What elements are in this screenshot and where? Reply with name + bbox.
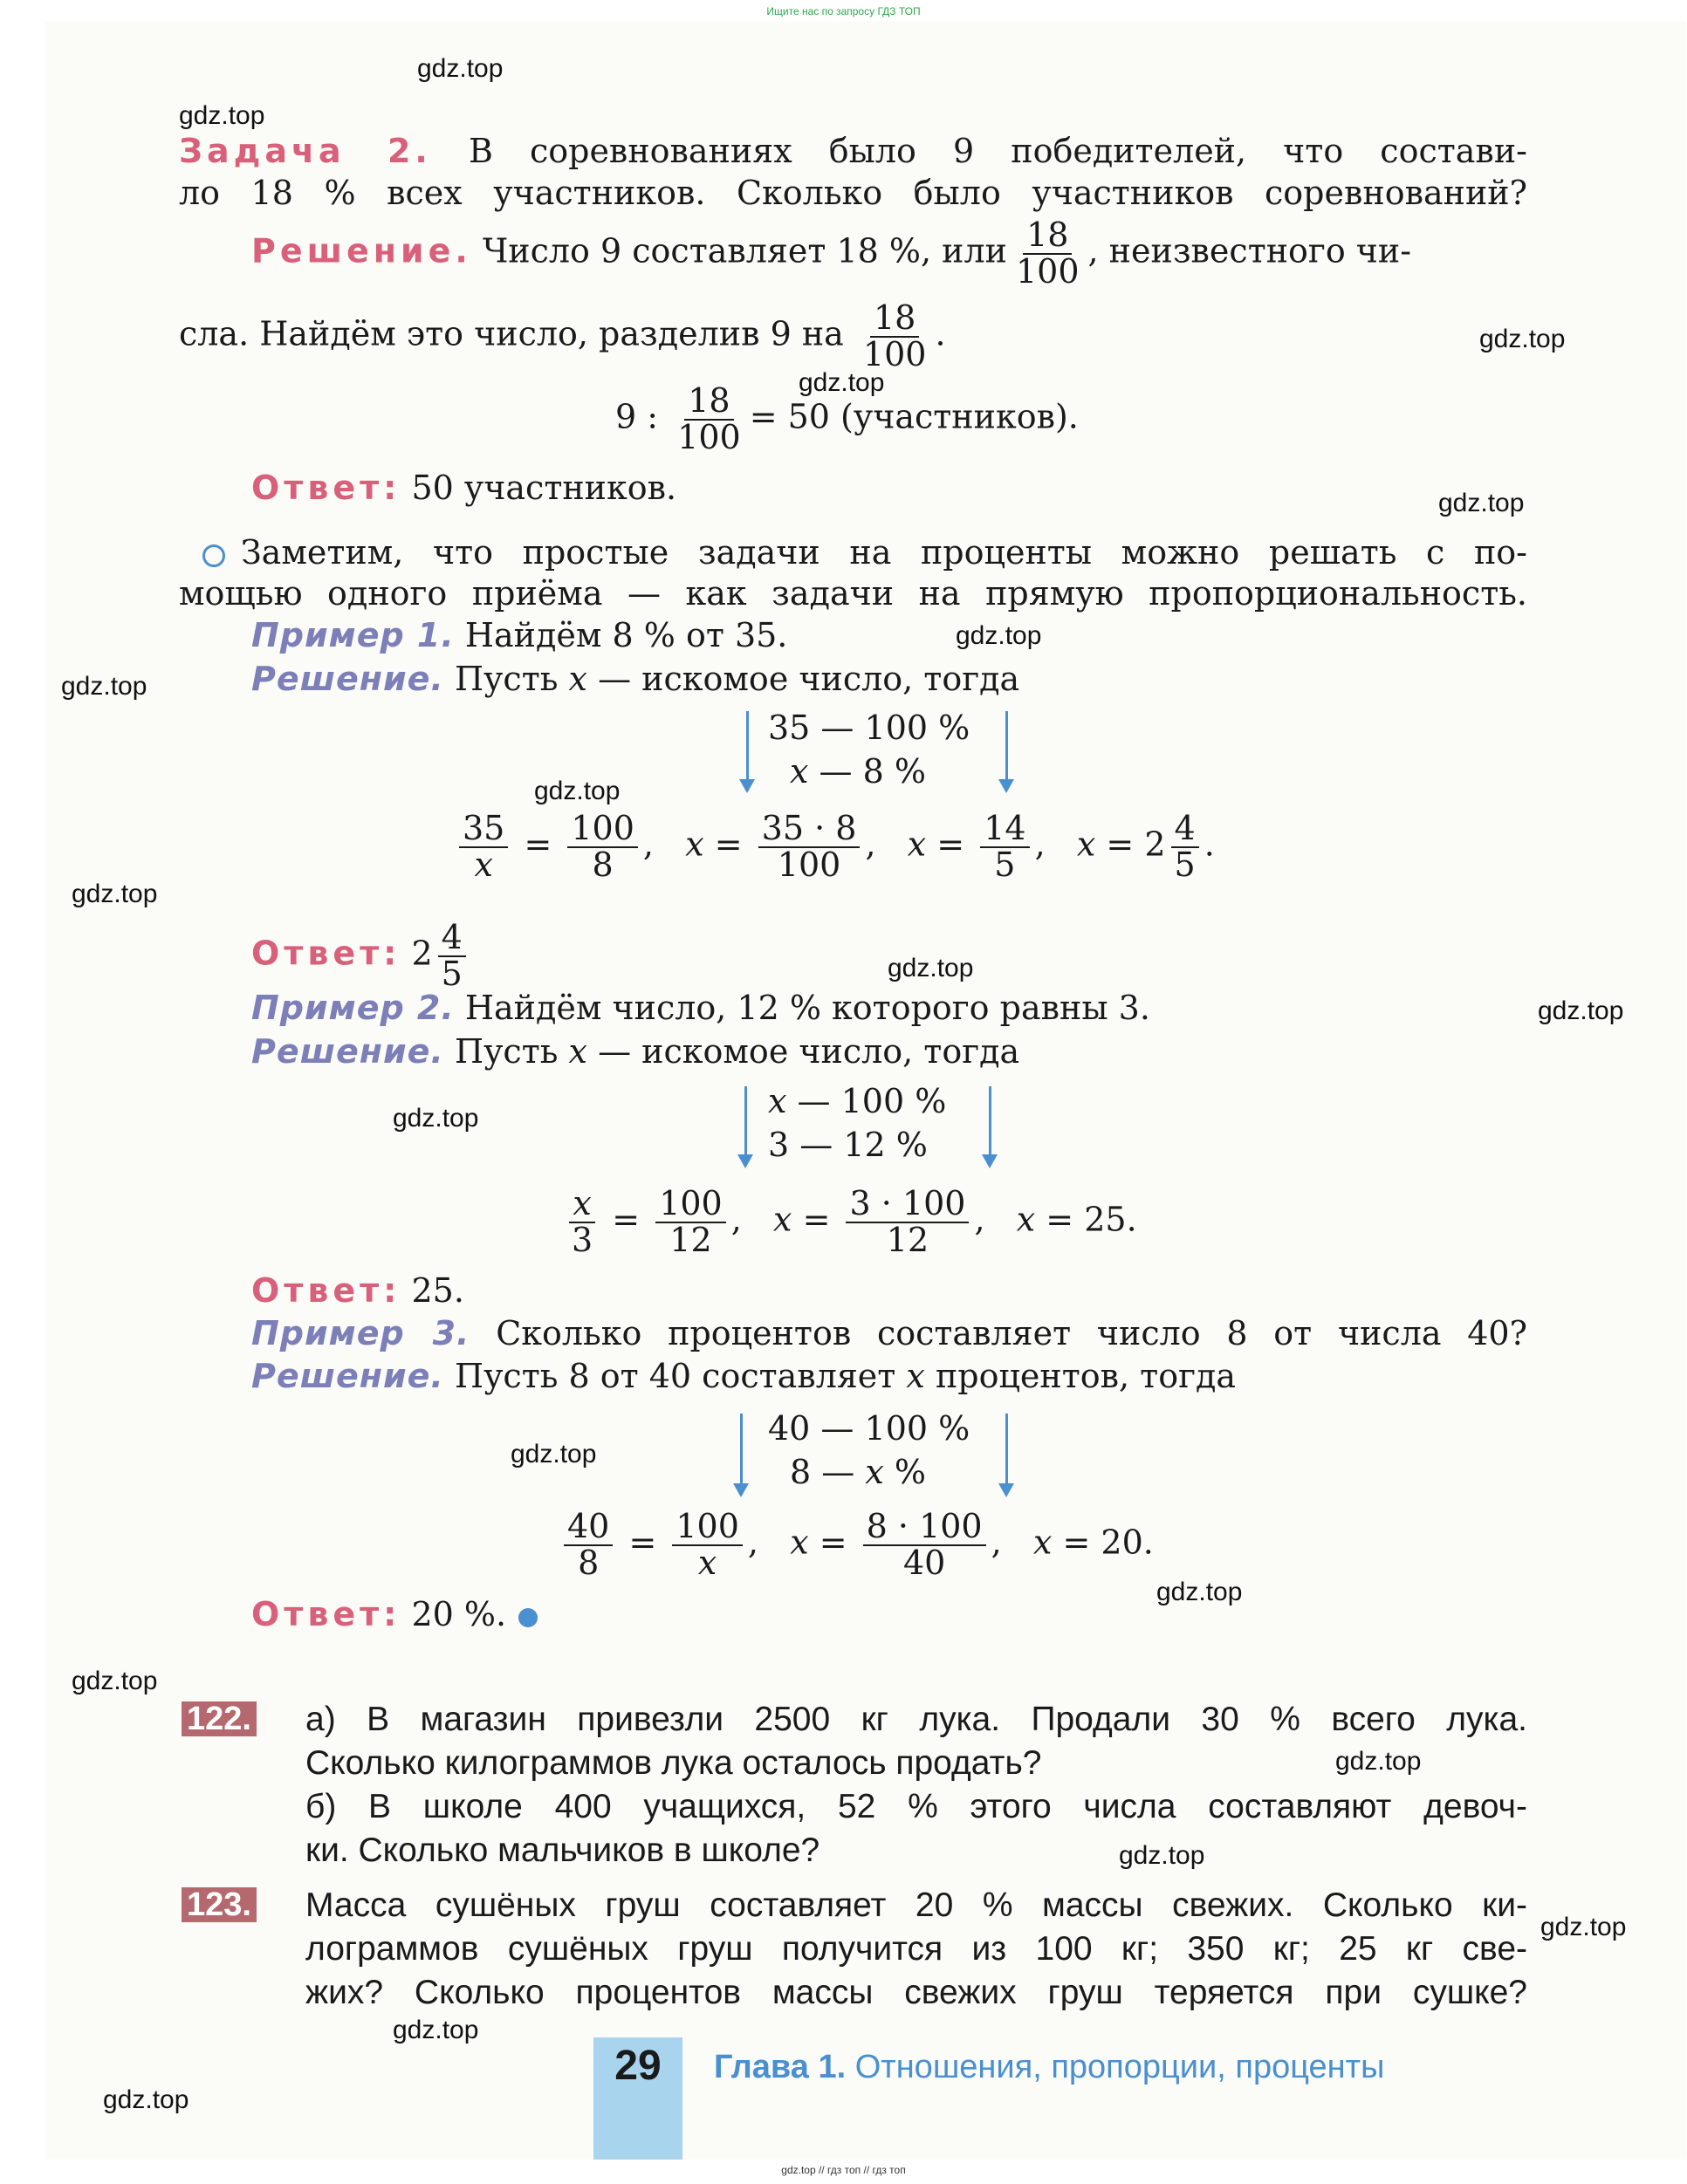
proportion-row: x — 100 % <box>768 1082 947 1120</box>
watermark: gdz.top <box>417 54 504 83</box>
watermark: gdz.top <box>103 2085 189 2114</box>
proportion-row: 3 — 12 % <box>768 1126 928 1164</box>
exercise-line: Масса сушёных груш составляет 20 % массы свежих. Сколько ки- <box>305 1886 1527 1924</box>
watermark: gdz.top <box>72 1667 158 1695</box>
proportion-row: x — 8 % <box>790 752 926 791</box>
fraction: $\frac{18}{100}$ <box>862 298 927 373</box>
solution-calc: 9 : $\frac{18}{100}$ = 50 (участников). <box>615 381 1079 456</box>
exercise-line: лограммов сушёных груш получится из 100 кг; 350 кг; 25 кг све- <box>305 1930 1527 1968</box>
watermark: gdz.top <box>1538 996 1624 1025</box>
watermark: gdz.top <box>888 954 974 982</box>
example3-title: Пример 3. Сколько процентов составляет число 8 от числа 40? <box>251 1314 1527 1352</box>
exercise-line: а) В магазин привезли 2500 кг лука. Продали 30 % всего лука. <box>305 1701 1527 1738</box>
down-arrow-icon <box>746 711 749 781</box>
down-arrow-icon <box>740 1414 743 1485</box>
watermark: gdz.top <box>393 2016 479 2044</box>
example3-solution: Решение. Пусть 8 от 40 составляет x процентов, тогда <box>251 1357 1237 1395</box>
task2-line2: ло 18 % всех участников. Сколько было участников соревнований? <box>179 174 1527 212</box>
exercise-number-123: 123. <box>182 1887 257 1922</box>
watermark: gdz.top <box>1119 1841 1205 1870</box>
answer-line: Ответ: 50 участников. <box>251 469 677 507</box>
exercise-number-122: 122. <box>182 1701 257 1736</box>
proportion-row: 40 — 100 % <box>768 1409 970 1448</box>
solution-label: Решение. <box>251 660 444 698</box>
watermark: gdz.top <box>61 672 147 701</box>
solution-label: Решение. <box>251 1032 444 1071</box>
down-arrow-icon <box>1005 711 1008 781</box>
example2-title: Пример 2. Найдём число, 12 % которого равны 3. <box>251 989 1150 1027</box>
exercise-line: жих? Сколько процентов массы свежих груш теряется при сушке? <box>305 1974 1527 2011</box>
exercise-line: ки. Сколько мальчиков в школе? <box>305 1831 820 1869</box>
example2-equations: $\frac{x}{3}$ = $\frac{100}{12}$ , x = $\frac{3 \cdot 100}{12}$ , x = 25. <box>563 1187 1137 1258</box>
solution-line2: сла. Найдём это число, разделив 9 на $\frac{18}{100}$ . <box>179 298 946 373</box>
top-banner: Ищите нас по запросу ГДЗ ТОП <box>766 5 921 17</box>
example3-equations: $\frac{40}{8}$ = $\frac{100}{x}$ , x = $\frac{8 \cdot 100}{40}$ , x = 20. <box>559 1510 1154 1581</box>
answer-label: Ответ: <box>251 469 401 507</box>
example1-equations: $\frac{35}{x}$ = $\frac{100}{8}$ , x = $\frac{35 \cdot 8}{100}$ , x = $\frac{14}{5}$ , x = 2 $\frac{4}{5}$ . <box>454 811 1215 883</box>
end-marker-icon <box>518 1608 538 1627</box>
watermark: gdz.top <box>1335 1747 1422 1776</box>
task-label: Задача 2. <box>179 132 432 170</box>
example2-solution: Решение. Пусть x — искомое число, тогда <box>251 1032 1020 1071</box>
watermark: gdz.top <box>799 368 885 397</box>
solution-line1: Решение. Число 9 составляет 18 %, или $\frac{18}{100}$ , неизвестного чи- <box>251 216 1412 291</box>
watermark: gdz.top <box>1438 489 1525 517</box>
watermark: gdz.top <box>1540 1913 1627 1941</box>
solution-label: Решение. <box>251 231 472 270</box>
exercise-line: Сколько килограммов лука осталось продать? <box>305 1744 1042 1782</box>
task2-line1 <box>179 131 1527 171</box>
example-label: Пример 3. <box>251 1314 470 1352</box>
proportion-row: 35 — 100 % <box>768 709 970 747</box>
example1-title: Пример 1. Найдём 8 % от 35. <box>251 616 788 654</box>
down-arrow-icon <box>989 1086 991 1156</box>
note-line1: Заметим, что простые задачи на проценты можно решать с по- <box>202 532 1527 572</box>
fraction: $\frac{18}{100}$ <box>677 381 741 456</box>
watermark: gdz.top <box>1156 1578 1243 1606</box>
answer-label: Ответ: <box>251 1271 401 1310</box>
proportion-row: 8 — x % <box>790 1453 926 1491</box>
watermark: gdz.top <box>511 1440 597 1469</box>
watermark: gdz.top <box>72 880 158 908</box>
watermark: gdz.top <box>179 101 265 130</box>
example-label: Пример 1. <box>251 616 455 654</box>
circle-marker-icon <box>202 544 225 567</box>
answer-line: Ответ: 20 %. <box>251 1595 538 1633</box>
page-number: 29 <box>614 2043 662 2089</box>
solution-label: Решение. <box>251 1357 444 1395</box>
answer-label: Ответ: <box>251 1595 401 1633</box>
watermark: gdz.top <box>393 1104 479 1133</box>
chapter-title: Глава 1. Отношения, пропорции, проценты <box>714 2049 1385 2085</box>
fraction: $\frac{18}{100}$ <box>1015 216 1080 291</box>
exercise-line: б) В школе 400 учащихся, 52 % этого числа составляют девоч- <box>305 1788 1527 1825</box>
example1-solution: Решение. Пусть x — искомое число, тогда <box>251 660 1020 698</box>
watermark: gdz.top <box>1479 325 1566 353</box>
down-arrow-icon <box>1005 1414 1008 1485</box>
note-line2: мощью одного приёма — как задачи на прямую пропорциональность. <box>179 574 1527 613</box>
answer-label: Ответ: <box>251 934 401 973</box>
answer-line: Ответ: 2 $\frac{4}{5}$ <box>251 921 471 992</box>
answer-line: Ответ: 25. <box>251 1271 464 1310</box>
watermark: gdz.top <box>534 777 621 805</box>
watermark: gdz.top <box>956 621 1042 650</box>
task2-text1: В соревнованиях было 9 победителей, что состави- <box>468 132 1527 170</box>
example-label: Пример 2. <box>251 989 455 1027</box>
down-arrow-icon <box>744 1086 747 1156</box>
bottom-banner: gdz.top // гдз топ // гдз топ <box>781 2164 906 2176</box>
